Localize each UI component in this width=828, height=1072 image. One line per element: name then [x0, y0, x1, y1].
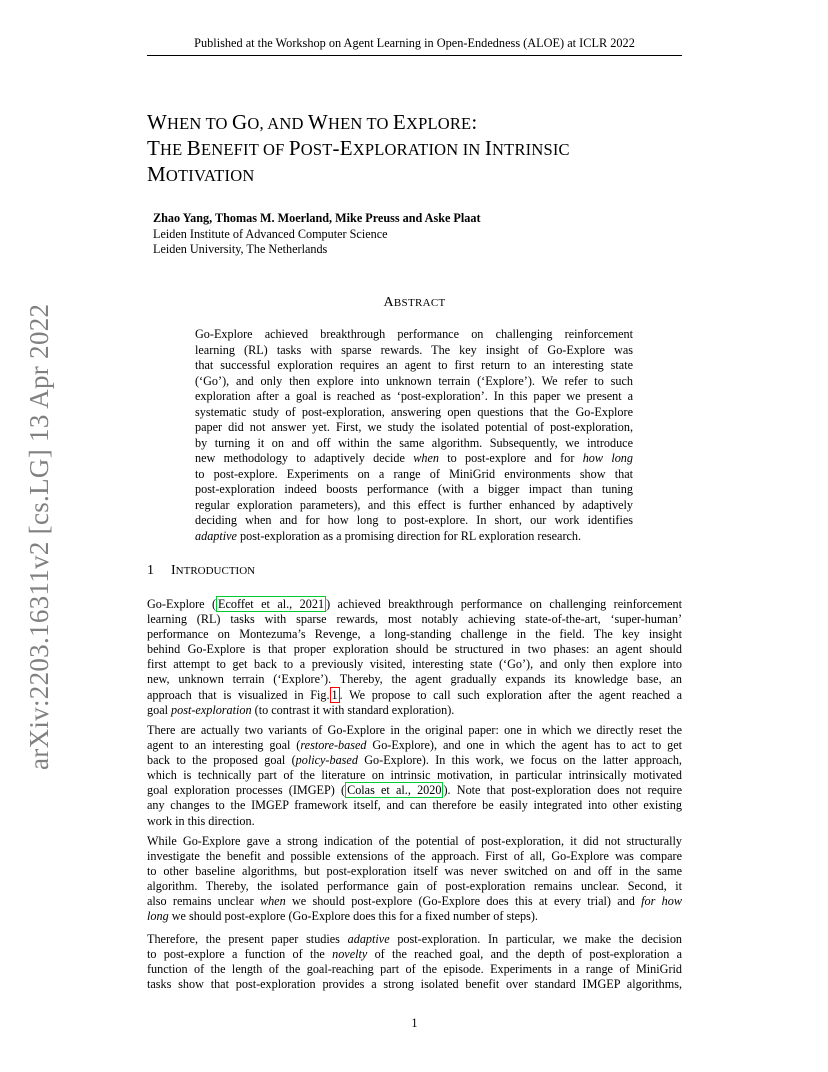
text-line: any changes to the IMGEP framework itself, and can therefore be easily integrated into other existing — [147, 798, 682, 813]
figure-reference-link[interactable]: 1 — [331, 687, 338, 702]
abstract-line: systematic study of post-exploration, answering open questions that the Go-Explore — [195, 404, 633, 419]
paragraph-3 — [147, 834, 682, 925]
abstract-line: post-exploration indeed boosts performance (with a bigger impact than tuning — [195, 482, 633, 496]
abstract-line: new methodology to adaptively decide when to post-explore and for how long — [195, 451, 633, 465]
text-line: Go-Explore ( Ecoffet et al., 2021 ) achieved breakthrough performance on challenging reinforcement — [147, 597, 683, 611]
section-heading-introduction: 1 INTRODUCTION — [147, 563, 256, 578]
text-line: goal exploration processes (IMGEP) ( Colas et al., 2020 ). Note that post-exploration does not require — [147, 783, 682, 798]
text-line: learning (RL) tasks with sparse rewards, most notably achieving state-of-the-art, ‘super-human’ — [147, 612, 682, 627]
text-line: work in this direction. — [147, 813, 255, 828]
running-header: Published at the Workshop on Agent Learning in Open-Endedness (ALOE) at ICLR 2022 — [194, 36, 635, 50]
abstract-line: deciding when and for how long to post-explore. In short, our work identifies — [195, 513, 633, 527]
abstract-line: learning (RL) tasks with sparse rewards. The key insight of Go-Explore was — [195, 342, 633, 357]
abstract-line: paper did not answer yet. First, we study the isolated potential of post-exploration, — [195, 420, 633, 434]
text-line: also remains unclear when we should post-explore (Go-Explore does this at every trial) and for how — [147, 894, 682, 909]
arxiv-stamp[interactable]: arXiv:2203.16311v2 [cs.LG] 13 Apr 2022 — [24, 303, 54, 770]
text-line: approach that is visualized in Fig. 1 . We propose to call such exploration after the agent reached a — [147, 687, 682, 702]
text-line: which is technically part of the literature on intrinsic motivation, in particular intrinsically motivated — [147, 768, 682, 783]
title-line-2: THE BENEFIT OF POST-EXPLORATION IN INTRINSIC — [147, 136, 570, 160]
paragraph-2 — [147, 723, 682, 829]
text-line: Therefore, the present paper studies adaptive post-exploration. In particular, we make the decision — [147, 932, 683, 946]
abstract-line: by turning it on and off within the same algorithm. Subsequently, we introduce — [195, 435, 633, 450]
text-line: There are actually two variants of Go-Explore in the original paper: one in which we directly reset the — [147, 723, 682, 737]
text-line: function of the length of the goal-reaching part of the episode. Experiments in a range of MiniGrid — [147, 962, 682, 977]
text-line: back to the proposed goal (policy-based Go-Explore). In this work, we focus on the latter approach, — [147, 753, 682, 768]
title-line-3: MOTIVATION — [147, 162, 255, 186]
text-line: While Go-Explore gave a strong indication of the potential of post-exploration, it did not structurally — [147, 834, 682, 848]
abstract-line: (‘Go’), and only then explore into unknown terrain (‘Explore’). We refer to such — [195, 373, 633, 388]
text-line: first attempt to get back to a previously visited, interesting state (‘Go’), and only then explore into — [147, 657, 682, 672]
affiliation-line-2: Leiden University, The Netherlands — [153, 242, 328, 256]
text-line: algorithm. Thereby, the isolated performance gain of post-exploration remains unclear. Second, it — [147, 879, 682, 894]
text-line: tasks show that post-exploration provides a strong isolated benefit over standard IMGEP algorithms, — [147, 977, 682, 992]
abstract-line: Go-Explore achieved breakthrough performance on challenging reinforcement — [195, 327, 633, 341]
text-line: to post-explore a function of the novelty of the reached goal, and the depth of post-exploration a — [147, 947, 682, 962]
citation-link[interactable]: Ecoffet et al., 2021 — [218, 597, 325, 611]
abstract-heading: ABSTRACT — [383, 295, 446, 310]
text-line: long we should post-explore (Go-Explore does this for a fixed number of steps). — [147, 909, 538, 924]
abstract-line: exploration after a goal is reached as ‘post-exploration’. In this paper we present a — [195, 389, 633, 403]
text-line: to other baseline algorithms, but post-exploration itself was never switched on and off in the same — [147, 864, 682, 879]
text-line: investigate the benefit and possible extensions of the approach. First of all, Go-Explore was compare — [147, 849, 682, 864]
abstract-line: to post-explore. Experiments on a range of MiniGrid environments show that — [195, 466, 633, 481]
header-rule — [147, 55, 682, 56]
paragraph-4 — [147, 932, 682, 992]
page-number: 1 — [411, 1016, 418, 1030]
text-line: new, unknown terrain (‘Explore’). Thereby, the agent gradually expands its knowledge base, an — [147, 672, 682, 687]
text-line: behind Go-Explore is that proper exploration should be structured in two phases: an agent should — [147, 642, 682, 657]
affiliation-line-1: Leiden Institute of Advanced Computer Science — [153, 227, 388, 241]
text-line: goal post-exploration (to contrast it with standard exploration). — [147, 702, 455, 717]
title-line-1: WHEN TO GO, AND WHEN TO EXPLORE: — [147, 110, 478, 134]
abstract-line: adaptive post-exploration as a promising direction for RL exploration research. — [195, 528, 582, 543]
text-line: agent to an interesting goal (restore-based Go-Explore), and one in which the agent has to act to get — [147, 738, 682, 753]
text-line: performance on Montezuma’s Revenge, a long-standing challenge in the field. The key insight — [147, 627, 682, 642]
abstract-line: that successful exploration requires an agent to first return to an interesting state — [195, 358, 633, 372]
citation-link[interactable]: Colas et al., 2020 — [347, 783, 442, 798]
author-list: Zhao Yang, Thomas M. Moerland, Mike Preuss and Aske Plaat — [153, 211, 481, 225]
abstract-line: regular exploration parameters), and this effect is further enhanced by adaptively — [195, 497, 633, 512]
paragraph-1 — [147, 597, 682, 718]
